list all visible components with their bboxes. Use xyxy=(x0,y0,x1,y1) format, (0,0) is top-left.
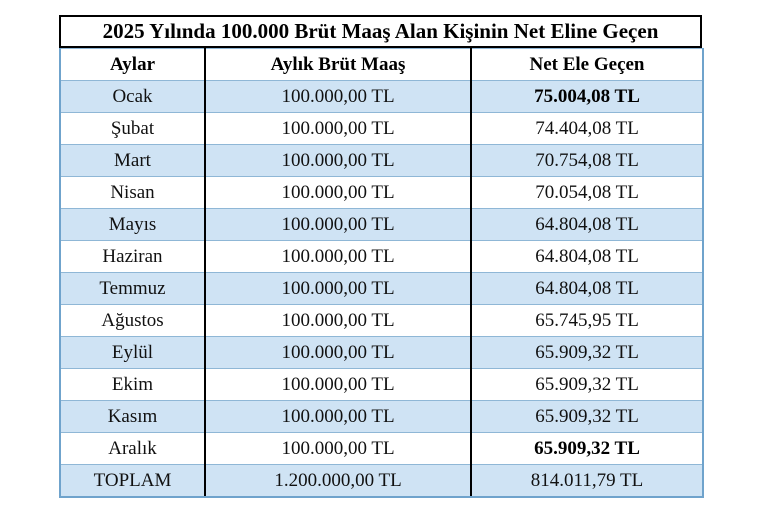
cell-net: 74.404,08 TL xyxy=(471,113,703,145)
header-row xyxy=(60,49,703,81)
cell-net: 65.909,32 TL xyxy=(471,337,703,369)
cell-gross: 100.000,00 TL xyxy=(205,177,471,209)
cell-gross: 100.000,00 TL xyxy=(205,81,471,113)
cell-month: Temmuz xyxy=(60,273,205,305)
table-row xyxy=(60,433,703,465)
cell-net: 64.804,08 TL xyxy=(471,209,703,241)
cell-gross: 100.000,00 TL xyxy=(205,337,471,369)
header-gross: Aylık Brüt Maaş xyxy=(205,49,471,81)
cell-month: Aralık xyxy=(60,433,205,465)
cell-net: 70.754,08 TL xyxy=(471,145,703,177)
cell-net: 70.054,08 TL xyxy=(471,177,703,209)
header-net: Net Ele Geçen xyxy=(471,49,703,81)
cell-month: Eylül xyxy=(60,337,205,369)
cell-month: Nisan xyxy=(60,177,205,209)
cell-gross: 100.000,00 TL xyxy=(205,369,471,401)
salary-table xyxy=(59,48,704,498)
table-row xyxy=(60,209,703,241)
table-row xyxy=(60,177,703,209)
salary-table-container xyxy=(59,15,702,498)
cell-net: 65.909,32 TL xyxy=(471,433,703,465)
table-body xyxy=(60,81,703,498)
cell-month: Mayıs xyxy=(60,209,205,241)
cell-month: Şubat xyxy=(60,113,205,145)
cell-gross: 100.000,00 TL xyxy=(205,305,471,337)
table-row xyxy=(60,145,703,177)
header-month: Aylar xyxy=(60,49,205,81)
table-title: 2025 Yılında 100.000 Brüt Maaş Alan Kişinin Net Eline Geçen xyxy=(59,15,702,48)
table-row xyxy=(60,305,703,337)
total-net: 814.011,79 TL xyxy=(471,465,703,498)
cell-month: Ağustos xyxy=(60,305,205,337)
total-gross: 1.200.000,00 TL xyxy=(205,465,471,498)
table-row xyxy=(60,241,703,273)
table-row xyxy=(60,273,703,305)
cell-month: Haziran xyxy=(60,241,205,273)
cell-net: 64.804,08 TL xyxy=(471,241,703,273)
table-row xyxy=(60,81,703,113)
cell-net: 65.745,95 TL xyxy=(471,305,703,337)
total-row xyxy=(60,465,703,498)
table-row xyxy=(60,369,703,401)
cell-month: Ekim xyxy=(60,369,205,401)
cell-net: 65.909,32 TL xyxy=(471,369,703,401)
cell-net: 64.804,08 TL xyxy=(471,273,703,305)
cell-gross: 100.000,00 TL xyxy=(205,273,471,305)
cell-month: Ocak xyxy=(60,81,205,113)
cell-gross: 100.000,00 TL xyxy=(205,241,471,273)
total-label: TOPLAM xyxy=(60,465,205,498)
cell-gross: 100.000,00 TL xyxy=(205,401,471,433)
cell-gross: 100.000,00 TL xyxy=(205,433,471,465)
cell-gross: 100.000,00 TL xyxy=(205,145,471,177)
table-row xyxy=(60,401,703,433)
cell-net: 65.909,32 TL xyxy=(471,401,703,433)
cell-month: Mart xyxy=(60,145,205,177)
cell-month: Kasım xyxy=(60,401,205,433)
cell-gross: 100.000,00 TL xyxy=(205,113,471,145)
cell-net: 75.004,08 TL xyxy=(471,81,703,113)
cell-gross: 100.000,00 TL xyxy=(205,209,471,241)
table-row xyxy=(60,337,703,369)
table-row xyxy=(60,113,703,145)
